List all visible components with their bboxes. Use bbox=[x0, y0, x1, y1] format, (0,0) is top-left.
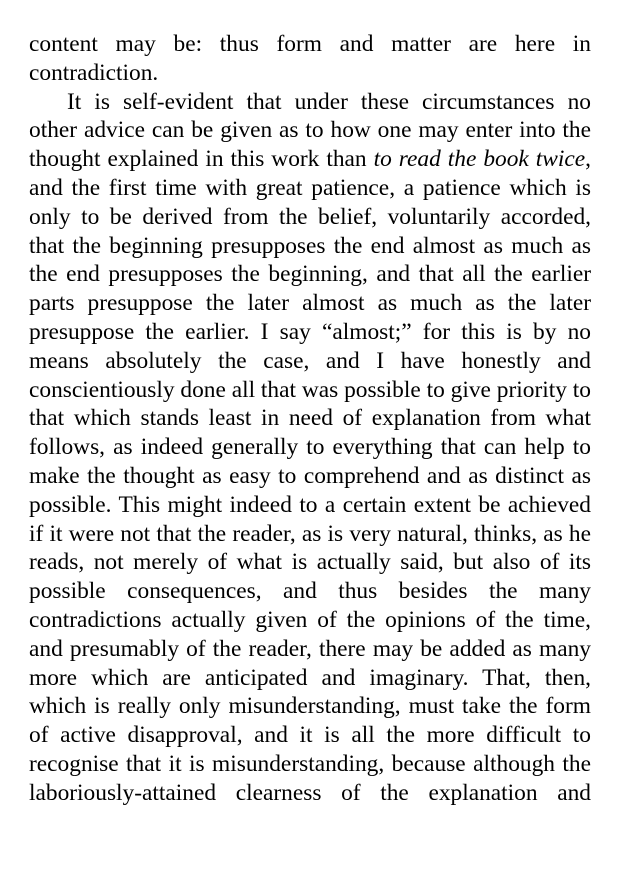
paragraph-1-text: content may be: thus form and matter are here in contradiction. bbox=[29, 31, 591, 86]
paragraph-2-text-end: , and the first time with great patience, a patience which is only to be derived from the belief, voluntarily accorded, that the beginning presupposes the end almost as much as the end presupposes the beginning, and that all the earlier parts presuppose the later almost as much as the later presuppose the earlier. I say “almost;” for this is by no means absolutely the case, and I have honestly and conscientiously done all that was possible to give priority to that which stands least in need of explanation from what follows, as indeed generally to everything that can help to make the thought as easy to comprehend and as distinct as possible. This might indeed to a certain extent be achieved if it were not that the reader, as is very natural, thinks, as he reads, not merely of what is actually said, but also of its possible consequences, and thus besides the many contradictions actually given of the opinions of the time, and presumably of the reader, there may be added as many more which are anticipated and imaginary. That, then, which is really only misunderstanding, must take the form of active disapproval, and it is all the more difficult to recognise that it is misunderstanding, because although the laboriously-attained clearness of the explanation and bbox=[29, 146, 591, 806]
paragraph-2 bbox=[29, 88, 591, 808]
document-page bbox=[29, 30, 591, 808]
paragraph-2-italic-phrase: to read the book twice bbox=[373, 146, 586, 173]
paragraph-1 bbox=[29, 30, 591, 88]
paragraph-2-text-start: It is self-evident that under these circumstances no other advice can be given as to how one may enter into the thought explained in this work than bbox=[29, 88, 591, 173]
